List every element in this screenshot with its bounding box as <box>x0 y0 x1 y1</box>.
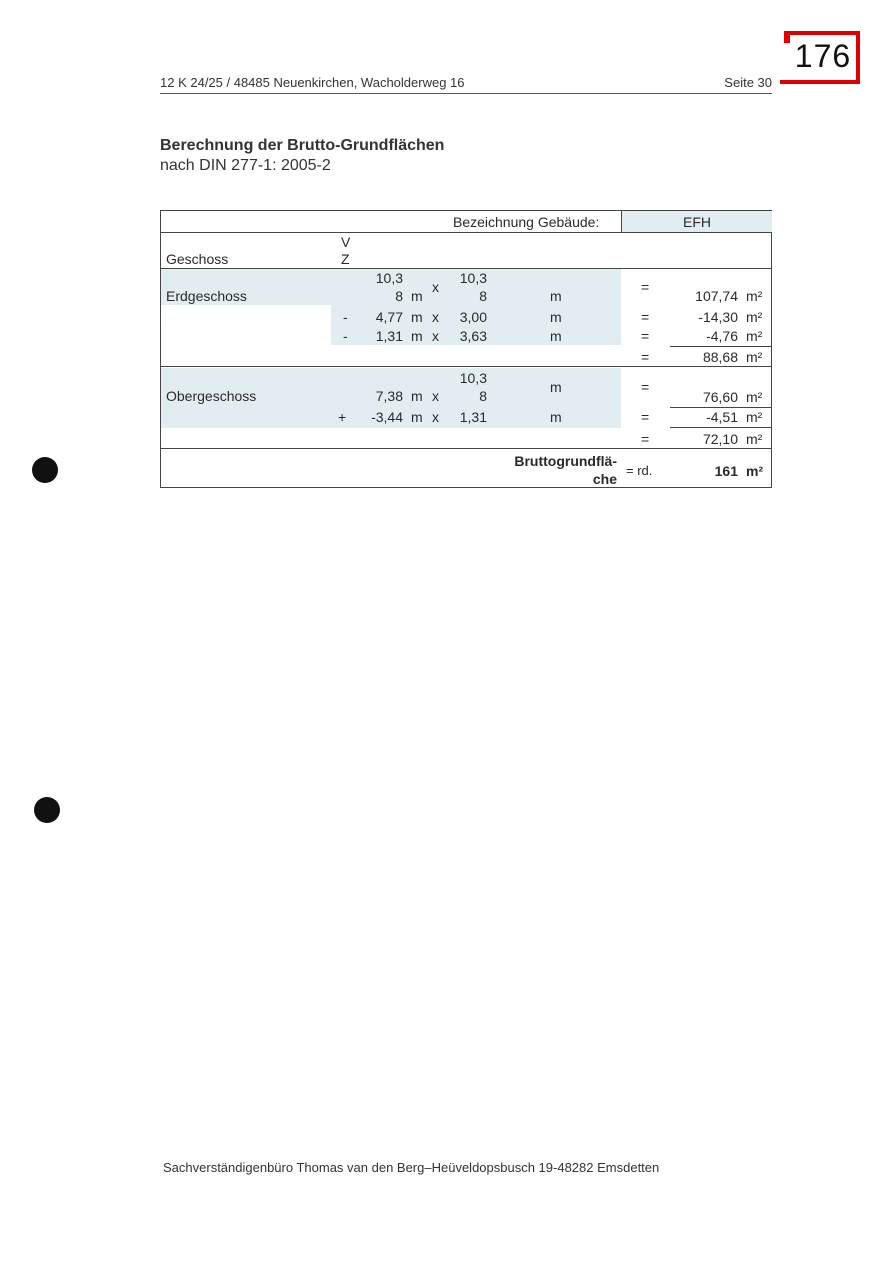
total-eq: = rd. <box>626 463 653 478</box>
og-row2-sign: + <box>338 409 347 425</box>
og-sum-eq: = <box>641 431 650 447</box>
og-row1-unit-r: m² <box>746 389 763 405</box>
eg-row1-a-line2: 8 <box>395 288 403 304</box>
eg-row3-unit-r: m² <box>746 328 763 344</box>
document-title: Berechnung der Brutto-Grundflächen <box>160 137 445 154</box>
page-number: 176 <box>794 38 852 74</box>
og-row1-b-line1: 10,3 <box>459 370 487 386</box>
og-row2-unit-r: m² <box>746 409 763 425</box>
header-page-label: Seite 30 <box>724 75 772 90</box>
floor-label-erdgeschoss: Erdgeschoss <box>166 288 247 304</box>
page-footer: Sachverständigenbüro Thomas van den Berg–Heüveldopsbusch 19-48282 Emsdetten <box>163 1160 660 1175</box>
row-divider <box>161 268 772 269</box>
og-row2-op: x <box>432 409 439 425</box>
eg-row3-result: -4,76 <box>706 328 738 344</box>
gross-floor-area-table <box>160 210 772 488</box>
document-subtitle: nach DIN 277-1: 2005-2 <box>160 157 331 174</box>
og-row1-result: 76,60 <box>702 389 738 405</box>
building-value: EFH <box>683 214 711 230</box>
vz-label-v: V <box>341 234 351 250</box>
eg-row1-unit-a: m <box>411 288 423 304</box>
og-row2-unit-b: m <box>550 409 562 425</box>
page-header <box>160 75 772 94</box>
og-row1-unit-a: m <box>411 388 423 404</box>
row-divider <box>161 448 772 449</box>
sum-rule <box>670 427 772 428</box>
total-unit: m² <box>746 463 764 479</box>
eg-row1-b-line1: 10,3 <box>459 270 487 286</box>
sum-rule <box>670 346 772 347</box>
eg-row3-a: 1,31 <box>375 328 403 344</box>
total-label-line1: Bruttogrundflä- <box>514 453 617 469</box>
og-row2-unit-a: m <box>411 409 423 425</box>
eg-row2-b: 3,00 <box>459 309 487 325</box>
og-sum: 72,10 <box>702 431 738 447</box>
eg-row2-result: -14,30 <box>698 309 738 325</box>
eg-row3-unit-b: m <box>550 328 562 344</box>
header-case-reference: 12 K 24/25 / 48485 Neuenkirchen, Wacholderweg 16 <box>160 75 465 90</box>
eg-row1-a-line1: 10,3 <box>375 270 403 286</box>
og-row1-eq: = <box>641 379 650 395</box>
result-rule <box>670 407 772 408</box>
eg-row3-sign: - <box>343 328 348 344</box>
eg-row1-op: x <box>432 279 439 295</box>
total-label-line2: che <box>592 471 617 487</box>
eg-row2-eq: = <box>641 309 650 325</box>
eg-row2-unit-b: m <box>550 309 562 325</box>
eg-row1-b-line2: 8 <box>479 288 487 304</box>
building-label: Bezeichnung Gebäude: <box>453 214 600 230</box>
eg-row1-unit-r: m² <box>746 288 763 304</box>
eg-row2-a: 4,77 <box>375 309 403 325</box>
eg-row1-unit-b: m <box>550 288 562 304</box>
og-row1-op: x <box>432 388 439 404</box>
eg-sum: 88,68 <box>702 349 738 365</box>
eg-row2-unit-r: m² <box>746 309 763 325</box>
punch-hole-mark <box>32 457 58 483</box>
og-row1-b-line2: 8 <box>479 388 487 404</box>
eg-row2-sign: - <box>343 309 348 325</box>
eg-row1-result: 107,74 <box>695 288 738 304</box>
og-row2-a: -3,44 <box>371 409 403 425</box>
vz-label-z: Z <box>341 251 350 267</box>
og-sum-unit: m² <box>746 431 763 447</box>
row-divider <box>161 366 772 367</box>
og-row2-b: 1,31 <box>459 409 487 425</box>
punch-hole-mark <box>34 797 60 823</box>
total-value: 161 <box>714 463 738 479</box>
eg-row3-op: x <box>432 328 439 344</box>
eg-row2-unit-a: m <box>411 309 423 325</box>
eg-row2-op: x <box>432 309 439 325</box>
og-row1-unit-b: m <box>550 379 562 395</box>
og-row2-result: -4,51 <box>706 409 738 425</box>
eg-sum-unit: m² <box>746 349 763 365</box>
og-row2-eq: = <box>641 409 650 425</box>
eg-row1-eq: = <box>641 279 650 295</box>
og-row1-a: 7,38 <box>375 388 403 404</box>
eg-sum-eq: = <box>641 349 650 365</box>
floor-label-obergeschoss: Obergeschoss <box>166 388 257 404</box>
eg-row3-unit-a: m <box>411 328 423 344</box>
geschoss-header: Geschoss <box>166 251 229 267</box>
eg-row3-b: 3,63 <box>459 328 487 344</box>
row-divider <box>161 232 772 233</box>
eg-row3-eq: = <box>641 328 650 344</box>
